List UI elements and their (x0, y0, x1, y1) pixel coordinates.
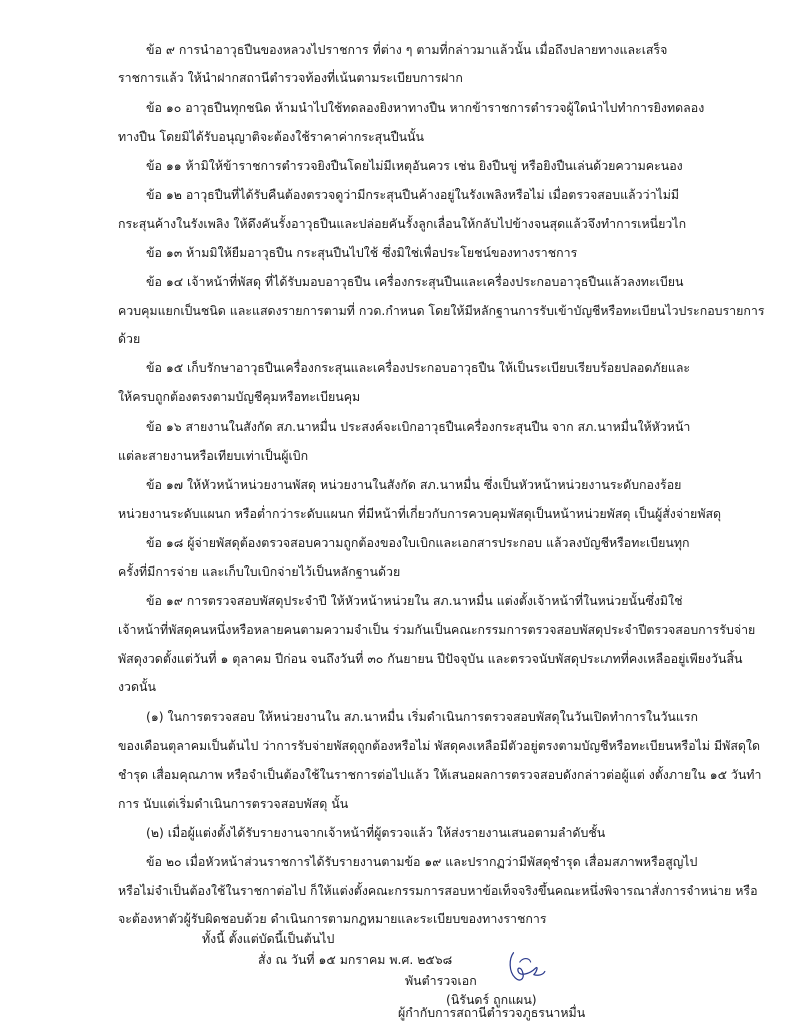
line: ข้อ ๑๖ สายงานในสังกัด สภ.นาหมื่น ประสงค์จะเบิกอาวุธปืนเครื่องกระสุนปืน จาก สภ.นาหมื่นให้หัวหน้า (146, 419, 691, 434)
line: ข้อ ๑๐ อาวุธปืนทุกชนิด ห้ามนำไปใช้ทดลองยิงหาทางปืน หากข้าราชการตำรวจผู้ใดนำไปทำการยิงทดลอง (146, 100, 705, 115)
signing-date: สั่ง ณ วันที่ ๑๕ มกราคม พ.ศ. ๒๕๖๘ (258, 952, 453, 967)
line: งวดนั้น (118, 679, 156, 694)
line: ราชการแล้ว ให้นำฝากสถานีตำรวจท้องที่เน้นตามระเบียบการฝาก (118, 70, 463, 85)
line: ข้อ ๑๒ อาวุธปืนที่ได้รับคืนต้องตรวจดูว่ามีกระสุนปืนค้างอยู่ในรังเพลิงหรือไม่ เมื่อตรวจสอบแล้วว่าไม่มี (146, 187, 680, 202)
line: ชำรุด เสื่อมคุณภาพ หรือจำเป็นต้องใช้ในราชการต่อไปแล้ว ให้เสนอผลการตรวจสอบดังกล่าวต่อผู้แต่ งตั้งภายใน ๑๕ วันทำ (118, 767, 762, 782)
signatory-name: (นิรันดร์ ถูกแผน) (446, 992, 537, 1007)
effective-clause: ทั้งนี้ ตั้งแต่บัดนี้เป็นต้นไป (202, 931, 335, 946)
line: ข้อ ๑๙ การตรวจสอบพัสดุประจำปี ให้หัวหน้าหน่วยใน สภ.นาหมื่น แต่งตั้งเจ้าหน้าที่ในหน่วยนั้นซึ่งมิใช่ (146, 593, 683, 608)
line: ข้อ ๑๑ ห้ามิให้ข้าราชการตำรวจยิงปืนโดยไม่มีเหตุอันควร เช่น ยิงปืนขู่ หรือยิงปืนเล่นด้วยความคะนอง (146, 158, 683, 173)
line: ข้อ ๒๐ เมื่อหัวหน้าส่วนราชการได้รับรายงานตามข้อ ๑๙ และปรากฏว่ามีพัสดุชำรุด เสื่อมสภาพหรือสูญไป (146, 854, 698, 869)
line: หน่วยงานระดับแผนก หรือต่ำกว่าระดับแผนก ที่มีหน้าที่เกี่ยวกับการควบคุมพัสดุเป็นหน้าหน่วยพัสดุ เป็นผู้สั่งจ่ายพัสดุ (118, 506, 722, 521)
line: ข้อ ๑๔ เจ้าหน้าที่พัสดุ ที่ได้รับมอบอาวุธปืน เครื่องกระสุนปืนและเครื่องประกอบอาวุธปืนแล้วลงทะเบียน (146, 274, 684, 289)
line: (๑) ในการตรวจสอบ ให้หน่วยงานใน สภ.นาหมื่น เริ่มดำเนินการตรวจสอบพัสดุในวันเปิดทำการในวันแรก (146, 709, 699, 724)
line: ครั้งที่มีการจ่าย และเก็บใบเบิกจ่ายไว้เป็นหลักฐานด้วย (118, 564, 401, 579)
line: ข้อ ๑๓ ห้ามมิให้ยืมอาวุธปืน กระสุนปืนไปใช้ ซึ่งมิใช่เพื่อประโยชน์ของทางราชการ (146, 245, 578, 260)
line: ข้อ ๙ การนำอาวุธปืนของหลวงไปราชการ ที่ต่าง ๆ ตามที่กล่าวมาแล้วนั้น เมื่อถึงปลายทางและเสร็จ (146, 42, 668, 57)
line: ควบคุมแยกเป็นชนิด และแสดงรายการตามที่ กวด.กำหนด โดยให้มีหลักฐานการรับเข้าบัญชีหรือทะเบียนไวประกอบรายการ (118, 303, 765, 318)
signature-mark (500, 948, 552, 984)
line: พัสดุงวดตั้งแต่วันที่ ๑ ตุลาคม ปีก่อน จนถึงวันที่ ๓๐ กันยายน ปีปัจจุบัน และตรวจนับพัสดุประเภทที่คงเหลืออยู่เพียงวันสิ้น (118, 651, 743, 666)
line: ข้อ ๑๗ ให้หัวหน้าหน่วยงานพัสดุ หน่วยงานในสังกัด สภ.นาหมื่น ซึ่งเป็นหัวหน้าหน่วยงานระดับกองร้อย (146, 477, 682, 492)
line: หรือไม่จำเป็นต้องใช้ในราชกาต่อไป ก็ให้แต่งตั้งคณะกรรมการสอบหาข้อเท็จจริงขึ้นคณะหนึ่งพิจารณาสั่งการจำหน่าย หรือ (118, 883, 758, 898)
line: ข้อ ๑๕ เก็บรักษาอาวุธปืนเครื่องกระสุนและเครื่องประกอบอาวุธปืน ให้เป็นระเบียบเรียบร้อยปลอดภัยและ (146, 360, 691, 375)
line: ให้ครบถูกต้องตรงตามบัญชีคุมหรือทะเบียนคุม (118, 389, 361, 404)
line: ทางปืน โดยมิได้รับอนุญาติจะต้องใช้ราคาค่ากระสุนปืนนั้น (118, 129, 424, 144)
signatory-position: ผู้กำกับการสถานีตำรวจภูธรนาหมื่น (398, 1005, 586, 1020)
line: ข้อ ๑๘ ผู้จ่ายพัสดุต้องตรวจสอบความถูกต้องของใบเบิกและเอกสารประกอบ แล้วลงบัญชีหรือทะเบียนทุก (146, 535, 690, 550)
signatory-rank: พันตำรวจเอก (405, 973, 477, 988)
line: (๒) เมื่อผู้แต่งตั้งได้รับรายงานจากเจ้าหน้าที่ผู้ตรวจแล้ว ให้ส่งรายงานเสนอตามลำดับชั้น (146, 825, 606, 840)
line: ด้วย (118, 331, 141, 346)
line: เจ้าหน้าที่พัสดุคนหนึ่งหรือหลายคนตามความจำเป็น ร่วมกันเป็นคณะกรรมการตรวจสอบพัสดุประจำปีตรวจสอบการรับจ่าย (118, 622, 756, 637)
line: กระสุนค้างในรังเพลิง ให้ดึงคันรั้งอาวุธปืนและปล่อยคันรั้งลูกเลื่อนให้กลับไปข้างจนสุดแล้วจึงทำการเหนี่ยวไก (118, 216, 687, 231)
line: การ นับแต่เริ่มดำเนินการตรวจสอบพัสดุ นั้น (118, 796, 349, 811)
line: ของเดือนตุลาคมเป็นต้นไป ว่าการรับจ่ายพัสดุถูกต้องหรือไม่ พัสดุคงเหลือมีตัวอยู่ตรงตามบัญชีหรือทะเบียนหรือไม่ มีพัสดุใด (118, 738, 761, 753)
line: แต่ละสายงานหรือเทียบเท่าเป็นผู้เบิก (118, 448, 309, 463)
line: จะต้องหาตัวผู้รับผิดชอบด้วย ดำเนินการตามกฎหมายและระเบียบของทางราชการ (118, 911, 547, 926)
